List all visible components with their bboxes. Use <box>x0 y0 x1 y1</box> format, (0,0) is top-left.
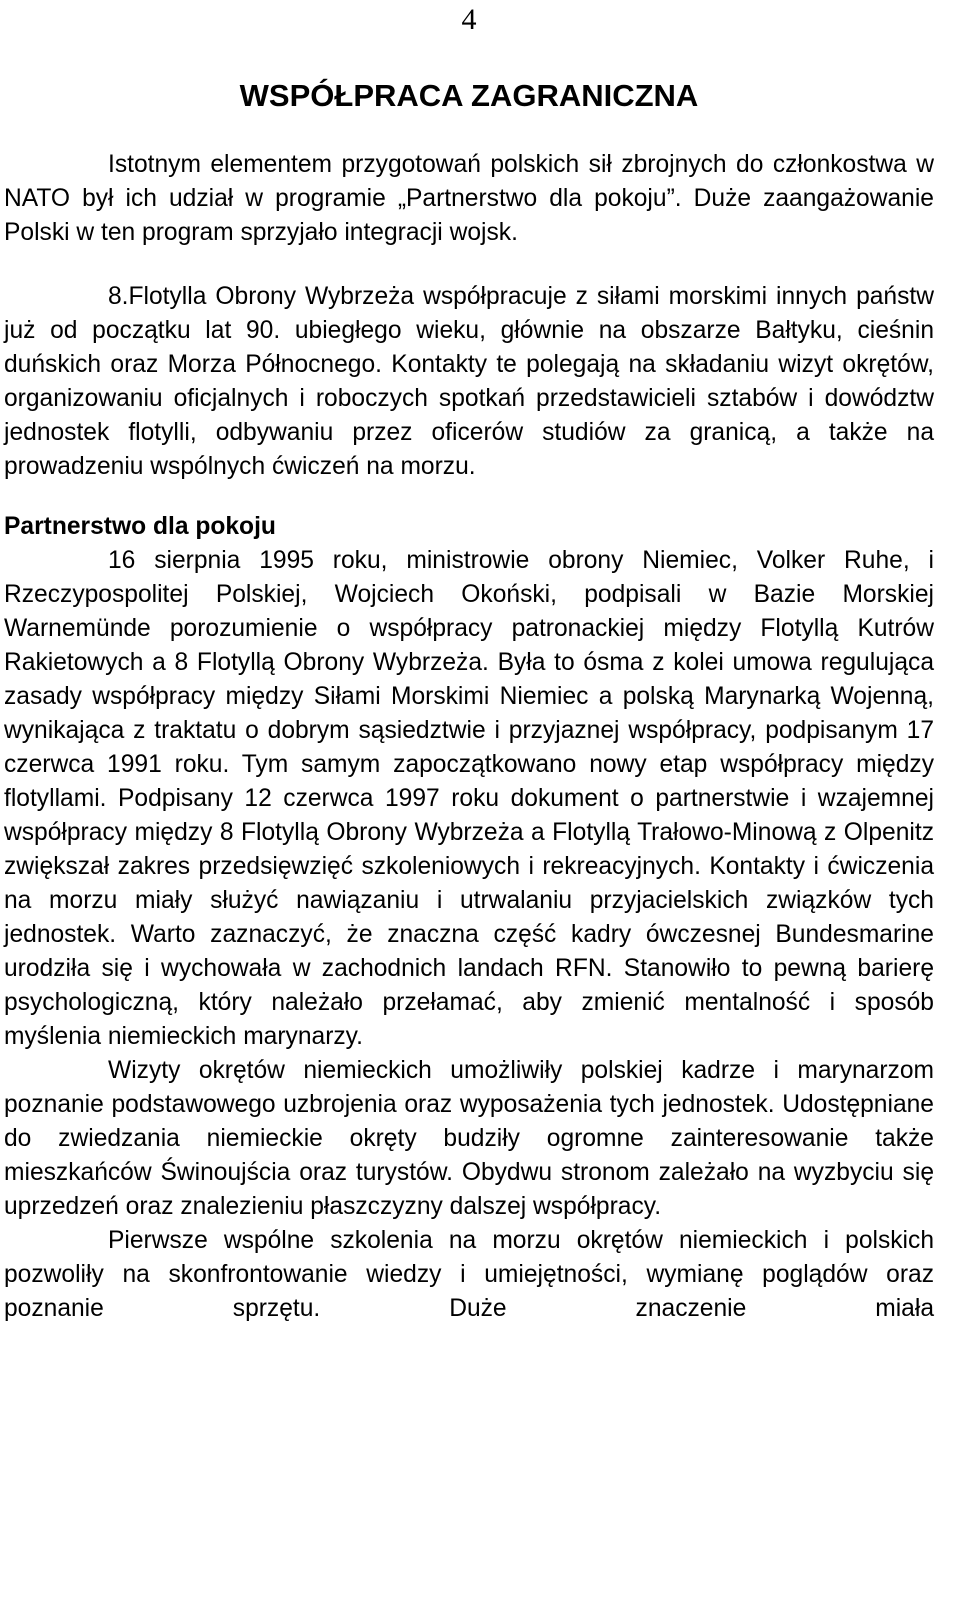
section-heading: Partnerstwo dla pokoju <box>4 513 276 540</box>
flotilla-paragraph: 8.Flotylla Obrony Wybrzeża współpracuje z siłami morskimi innych państw już od początku lat 90. ubiegłego wieku, głównie na obszarze Bałtyku, cieśnin duńskich oraz Morza Północnego. Kontakty te polegają na składaniu wizyt okrętów, organizowaniu oficjalnych i roboczych spotkań przedstawicieli sztabów i dowództw jednostek flotylli, odbywaniu przez oficerów studiów za granicą, a także na prowadzeniu wspólnych ćwiczeń na morzu. <box>4 283 934 480</box>
section-paragraph-2: Wizyty okrętów niemieckich umożliwiły polskiej kadrze i marynarzom poznanie podstawowego uzbrojenia oraz wyposażenia tych jednostek. Udostępniane do zwiedzania niemieckie okręty budziły ogromne zainteresowanie także mieszkańców Świnoujścia oraz turystów. Obydwu stronom zależało na wyzbyciu się uprzedzeń oraz znalezieniu płaszczyzny dalszej współpracy. <box>4 1057 934 1220</box>
page-number: 4 <box>461 3 477 36</box>
intro-paragraph: Istotnym elementem przygotowań polskich sił zbrojnych do członkostwa w NATO był ich udział w programie „Partnerstwo dla pokoju”. Duże zaangażowanie Polski w ten program sprzyjało integracji wojsk. <box>4 151 934 246</box>
chapter-title: WSPÓŁPRACA ZAGRANICZNA <box>239 78 699 113</box>
section-paragraph-1: 16 sierpnia 1995 roku, ministrowie obrony Niemiec, Volker Ruhe, i Rzeczypospolitej Polskiej, Wojciech Okoński, podpisali w Bazie Morskiej Warnemünde porozumienie o współpracy patronackiej między Flotyllą Kutrów Rakietowych a 8 Flotyllą Obrony Wybrzeża. Była to ósma z kolei umowa regulująca zasady współpracy między Siłami Morskimi Niemiec a polską Marynarką Wojenną, wynikająca z traktatu o dobrym sąsiedztwie i przyjaznej współpracy, podpisanym 17 czerwca 1991 roku. Tym samym zapoczątkowano nowy etap współpracy między flotyllami. Podpisany 12 czerwca 1997 roku dokument o partnerstwie i wzajemnej współpracy między 8 Flotyllą Obrony Wybrzeża a Flotyllą Trałowo-Minową z Olpenitz zwiększał zakres przedsięwzięć szkoleniowych i rekreacyjnych. Kontakty i ćwiczenia na morzu miały służyć nawiązaniu i utrwalaniu przyjacielskich związków tych jednostek. Warto zaznaczyć, że znaczna część kadry ówczesnej Bundesmarine urodziła się i wychowała w zachodnich landach RFN. Stanowiło to pewną barierę psychologiczną, który należało przełamać, aby zmienić mentalność i sposób myślenia niemieckich marynarzy. <box>4 547 934 1050</box>
section-paragraph-3: Pierwsze wspólne szkolenia na morzu okrętów niemieckich i polskich pozwoliły na skonfrontowanie wiedzy i umiejętności, wymianę poglądów oraz poznanie sprzętu. Duże znaczenie miała <box>4 1227 934 1322</box>
